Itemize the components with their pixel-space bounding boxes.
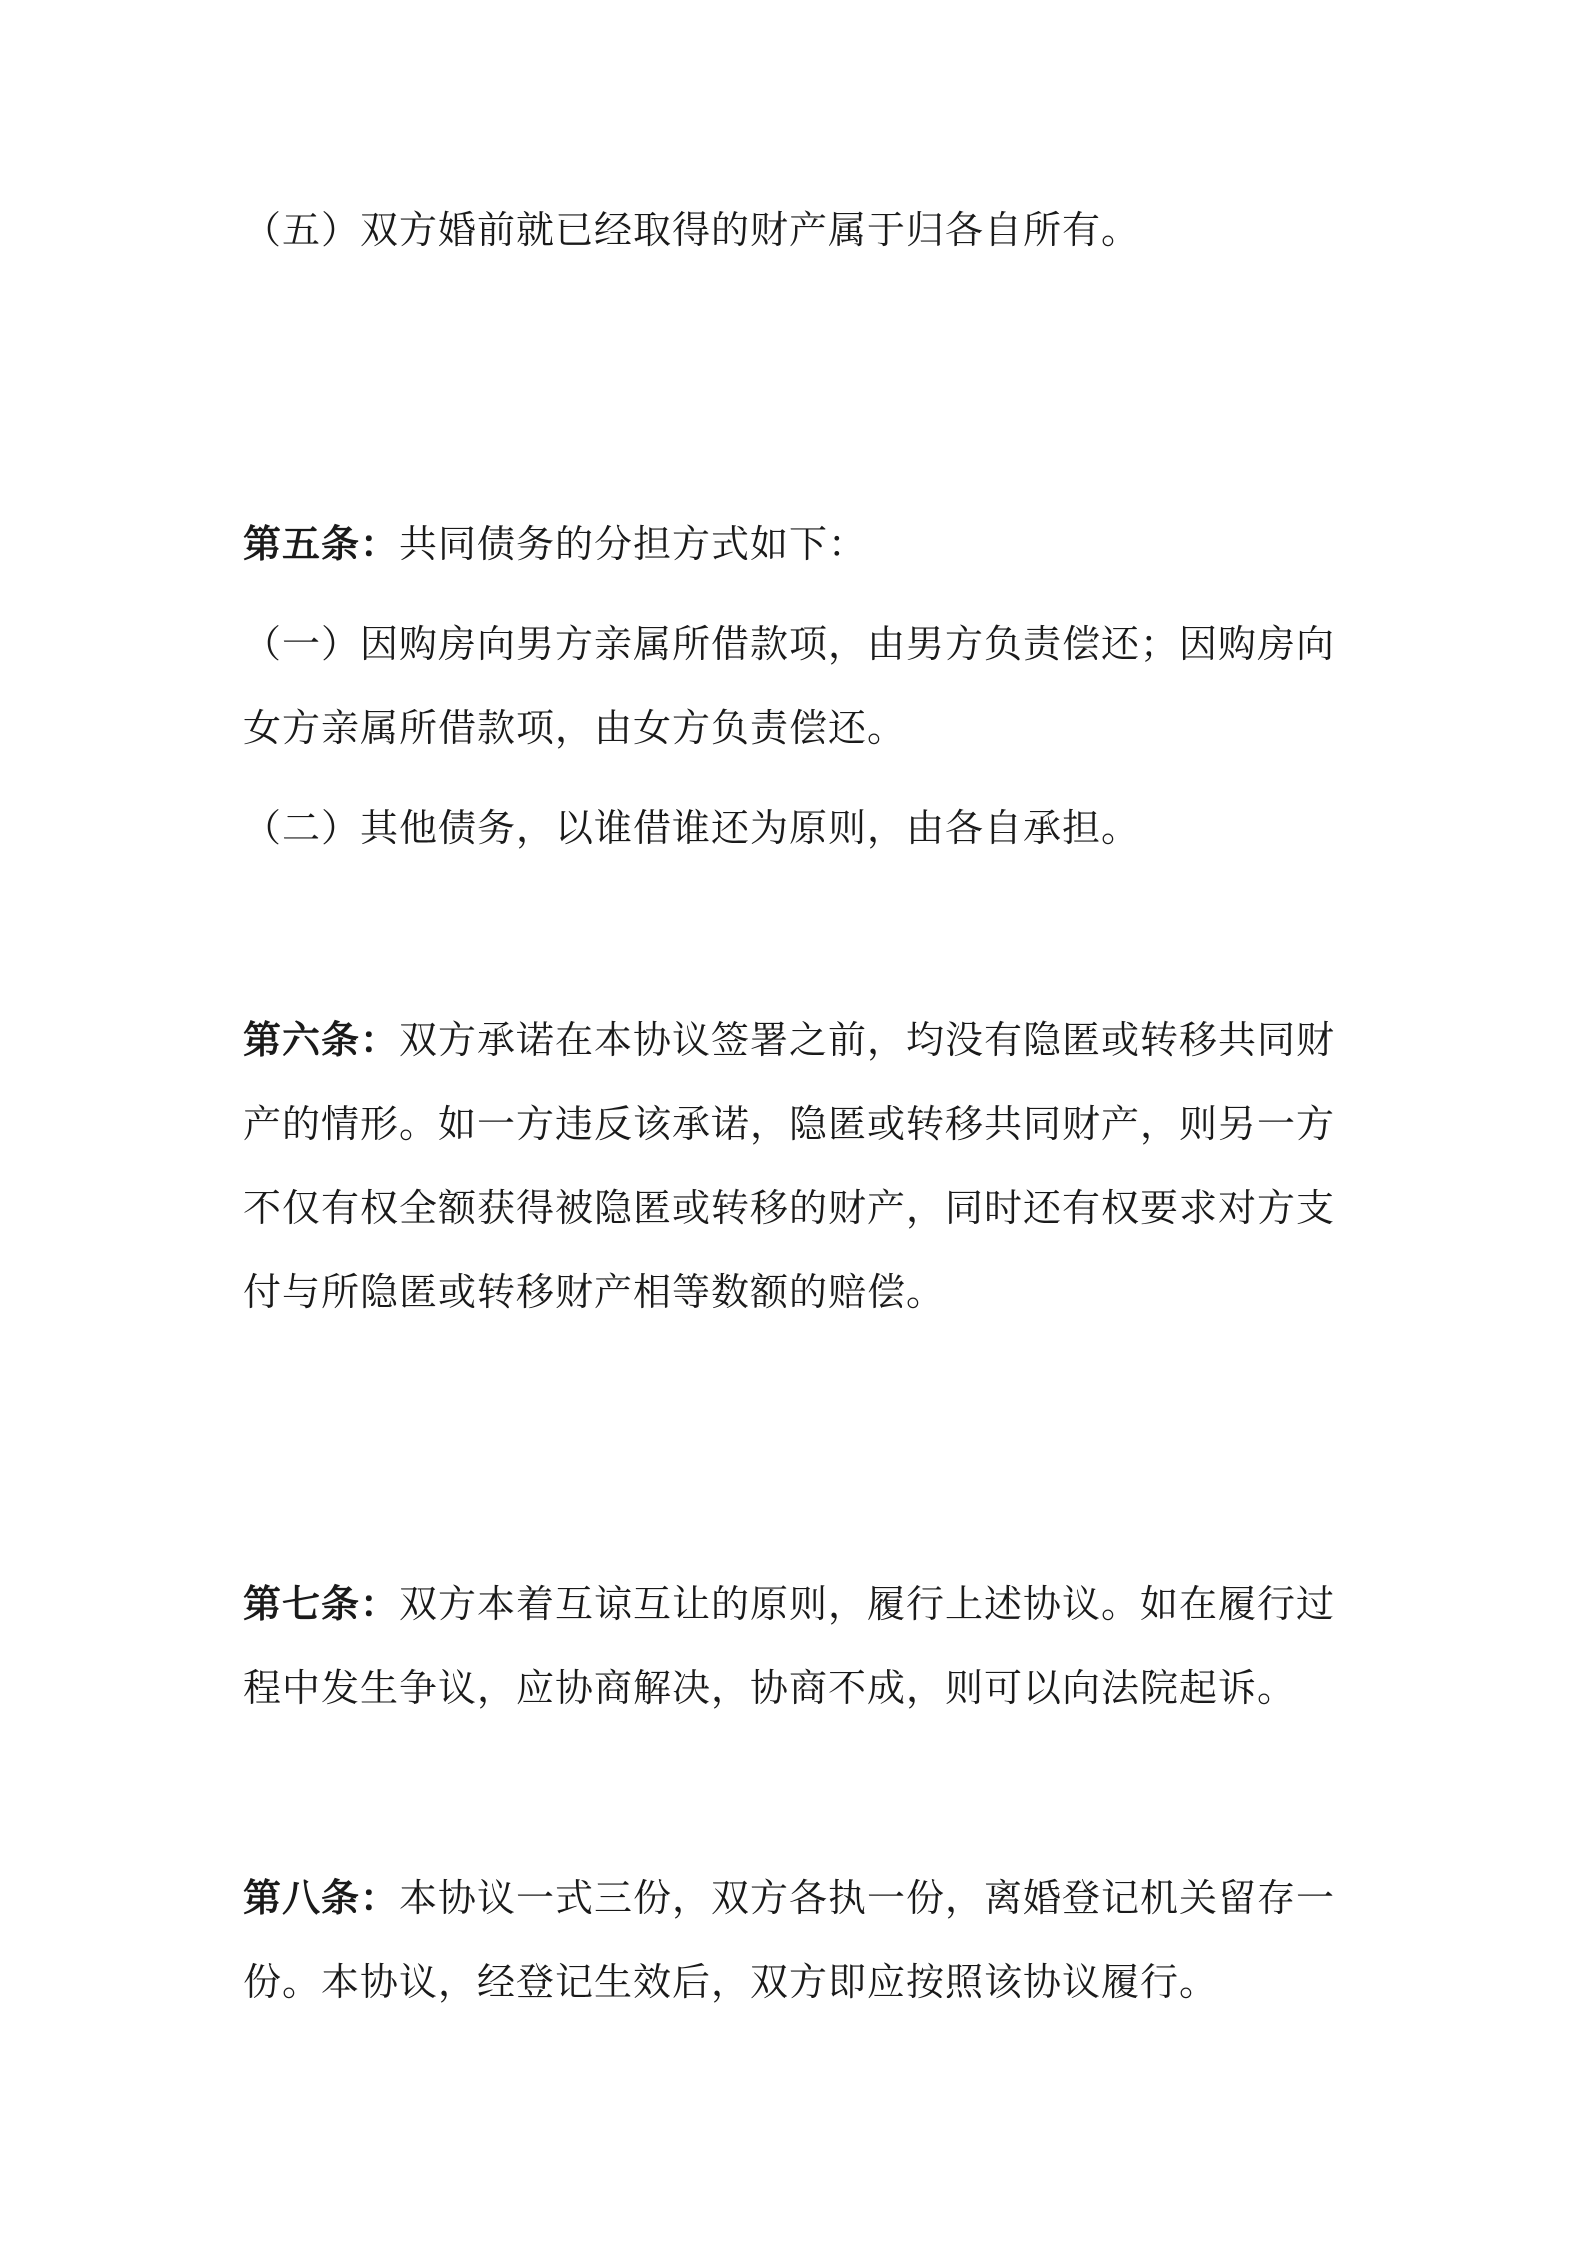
item-5-text: （五）双方婚前就已经取得的财产属于归各自所有。 <box>243 208 1141 252</box>
article-5-item-1-paragraph <box>243 602 1353 770</box>
article-8-line-1-text: 本协议一式三份，双方各执一份，离婚登记机关留存一 <box>399 1876 1336 1920</box>
article-6-line-1 <box>243 998 1353 1082</box>
article-7-line-2: 程中发生争议，应协商解决，协商不成，则可以向法院起诉。 <box>243 1666 1297 1710</box>
article-8-heading: 第八条： <box>243 1876 400 1920</box>
item-5-paragraph <box>243 188 1353 272</box>
article-5-item-1-line-1: （一）因购房向男方亲属所借款项，由男方负责偿还；因购房向 <box>243 622 1336 666</box>
article-7-heading: 第七条： <box>243 1582 400 1626</box>
article-6-paragraph <box>243 998 1353 1334</box>
article-8-line-1 <box>243 1856 1353 1940</box>
article-7-line-1 <box>243 1562 1353 1646</box>
article-5-item-2-paragraph <box>243 786 1353 870</box>
article-5-text: 共同债务的分担方式如下： <box>399 522 868 566</box>
article-5-paragraph <box>243 502 1353 586</box>
article-7-line-1-text: 双方本着互谅互让的原则，履行上述协议。如在履行过 <box>399 1582 1336 1626</box>
article-6-line-2: 产的情形。如一方违反该承诺，隐匿或转移共同财产，则另一方 <box>243 1102 1336 1146</box>
article-6-heading: 第六条： <box>243 1018 400 1062</box>
article-5-item-2-text: （二）其他债务，以谁借谁还为原则，由各自承担。 <box>243 806 1141 850</box>
article-5-item-1-line-2: 女方亲属所借款项，由女方负责偿还。 <box>243 706 907 750</box>
article-6-line-4: 付与所隐匿或转移财产相等数额的赔偿。 <box>243 1270 946 1314</box>
article-8-line-2: 份。本协议，经登记生效后，双方即应按照该协议履行。 <box>243 1960 1219 2004</box>
article-5-heading: 第五条： <box>243 522 400 566</box>
article-8-paragraph <box>243 1856 1353 2024</box>
article-7-paragraph <box>243 1562 1353 1730</box>
article-6-line-3: 不仅有权全额获得被隐匿或转移的财产，同时还有权要求对方支 <box>243 1186 1336 1230</box>
article-5-line <box>243 502 1353 586</box>
article-6-line-1-text: 双方承诺在本协议签署之前，均没有隐匿或转移共同财 <box>399 1018 1336 1062</box>
